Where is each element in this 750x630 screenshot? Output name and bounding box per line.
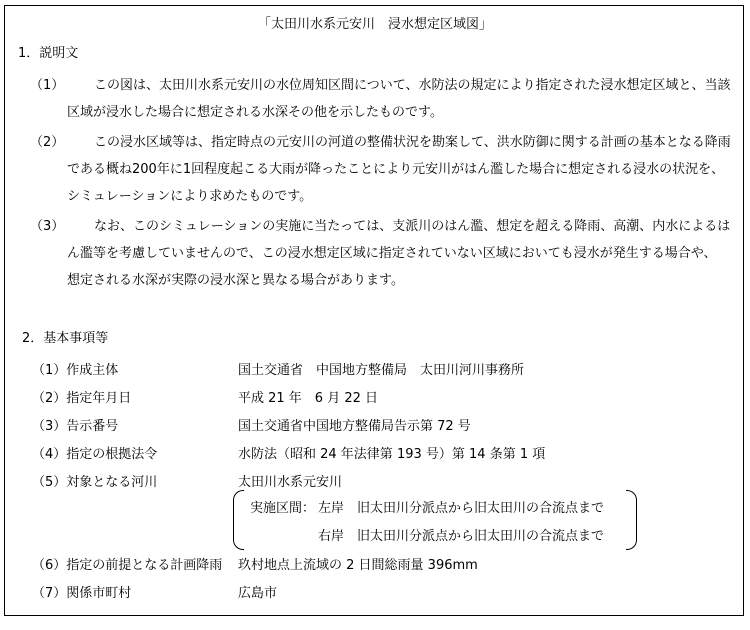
left-bank-detail: 左岸 旧太田川分派点から旧太田川の合流点まで [318,501,605,516]
row7-value: 広島市 [238,586,278,601]
row3-label: （3）告示番号 [32,419,119,434]
item2-number: （2） [30,135,65,150]
item1-line2: 区域が浸水した場合に想定される水深その他を示したものです。 [67,105,443,120]
row2-label: （2）指定年月日 [32,391,132,406]
row3-value: 国土交通省中国地方整備局告示第 72 号 [238,419,471,434]
row1-label: （1）作成主体 [32,363,119,378]
right-bank-detail: 右岸 旧太田川分派点から旧太田川の合流点まで [318,529,605,544]
row5-value: 太田川水系元安川 [238,475,343,490]
item3-line2: ん濫等を考慮していませんので、この浸水想定区域に指定されていない区域においても浸水が発生する場合や、 [67,246,717,261]
row2-value: 平成 21 年 6 月 22 日 [238,391,379,406]
item1-line1: この図は、太田川水系元安川の水位周知区間について、水防法の規定により指定された浸水想定区域と、当該 [94,78,731,93]
document-title: 「太田川水系元安川 浸水想定区域図」 [257,17,492,32]
item2-line3: シミュレーションにより求めたものです。 [67,189,313,204]
row4-label: （4）指定の根拠法令 [32,447,158,462]
item3-line1: なお、このシミュレーションの実施に当たっては、支派川のはん濫、想定を超える降雨、高潮、内水によるは [94,219,731,234]
item1-number: （1） [30,78,65,93]
bracket-right [626,490,637,550]
row6-label: （6）指定の前提となる計画降雨 [32,558,223,573]
row6-value: 玖村地点上流域の 2 日間総雨量 396mm [238,558,478,573]
section2-heading: 2．基本事項等 [22,331,109,346]
row5-label: （5）対象となる河川 [32,475,158,490]
row1-value: 国土交通省 中国地方整備局 太田川河川事務所 [238,363,525,378]
section1-heading: 1．説明文 [18,46,79,61]
row7-label: （7）関係市町村 [32,586,132,601]
item2-line2: である概ね200年に1回程度起こる大雨が降ったことにより元安川がはん濫した場合に想定される浸水の状況を、 [67,162,725,177]
section-detail-label: 実施区間： [250,501,316,516]
item2-line1: この浸水区域等は、指定時点の元安川の河道の整備状況を勘案して、洪水防御に関する計画の基本となる降雨 [94,135,731,150]
item3-number: （3） [30,219,65,234]
item3-line3: 想定される水深が実際の浸水深と異なる場合があります。 [67,273,404,288]
row4-value: 水防法（昭和 24 年法律第 193 号）第 14 条第 1 項 [238,447,546,462]
bracket-left [233,490,244,550]
